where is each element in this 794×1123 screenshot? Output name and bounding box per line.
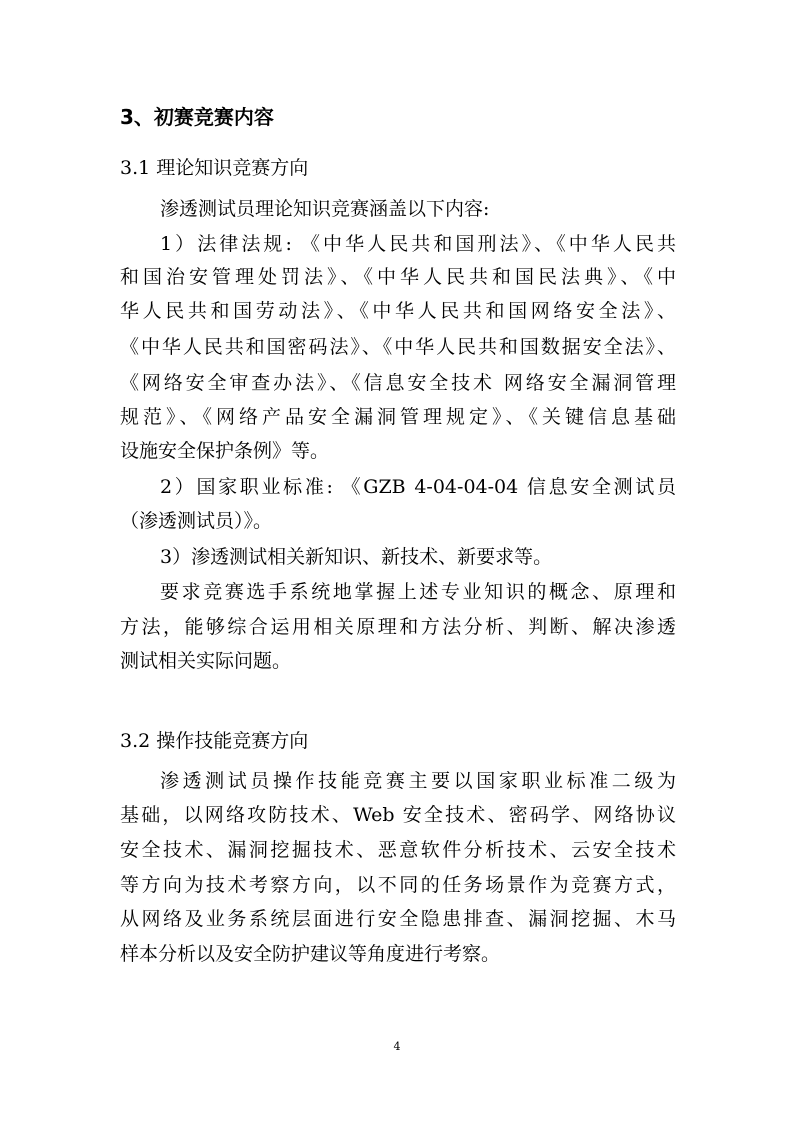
section-heading: 3、初赛竞赛内容: [120, 105, 274, 129]
paragraph-line: 《网络安全审查办法》、《信息安全技术 网络安全漏洞管理: [120, 372, 676, 394]
paragraph-line: 方法，能够综合运用相关原理和方法分析、判断、解决渗透: [120, 616, 676, 638]
page-number: 4: [393, 1040, 401, 1053]
paragraph-line: 样本分析以及安全防护建议等角度进行考察。: [120, 943, 501, 965]
paragraph-line: 从网络及业务系统层面进行安全隐患排查、漏洞挖掘、木马: [120, 908, 676, 930]
paragraph-line: 要求竞赛选手系统地掌握上述专业知识的概念、原理和: [160, 581, 676, 603]
paragraph-line: 和国治安管理处罚法》、《中华人民共和国民法典》、《中: [120, 266, 676, 288]
paragraph-line: 1）法律法规: 《中华人民共和国刑法》、《中华人民共: [160, 233, 676, 255]
subsection-heading-3-1: 3.1 理论知识竞赛方向: [120, 157, 309, 179]
paragraph-line: 渗透测试员操作技能竞赛主要以国家职业标准二级为: [160, 770, 676, 792]
paragraph-line: 3）渗透测试相关新知识、新技术、新要求等。: [160, 546, 553, 568]
paragraph-line: 渗透测试员理论知识竞赛涵盖以下内容:: [160, 198, 490, 220]
paragraph-line: 设施安全保护条例》等。: [120, 440, 330, 462]
paragraph-line: 等方向为技术考察方向，以不同的任务场景作为竞赛方式，: [120, 874, 676, 896]
paragraph-line: （渗透测试员）》。: [120, 510, 273, 532]
subsection-heading-3-2: 3.2 操作技能竞赛方向: [120, 730, 309, 752]
paragraph-line: 安全技术、漏洞挖掘技术、恶意软件分析技术、云安全技术: [120, 839, 676, 861]
paragraph-line: 2）国家职业标准: 《GZB 4-04-04-04 信息安全测试员: [160, 476, 676, 498]
paragraph-line: 华人民共和国劳动法》、《中华人民共和国网络安全法》、: [120, 300, 676, 322]
paragraph-line: 测试相关实际问题。: [120, 650, 292, 672]
paragraph-line: 规范》、《网络产品安全漏洞管理规定》、《关键信息基础: [120, 406, 676, 428]
paragraph-line: 《中华人民共和国密码法》、《中华人民共和国数据安全法》、: [120, 336, 676, 358]
paragraph-line: 基础，以网络攻防技术、Web 安全技术、密码学、网络协议: [120, 804, 676, 826]
